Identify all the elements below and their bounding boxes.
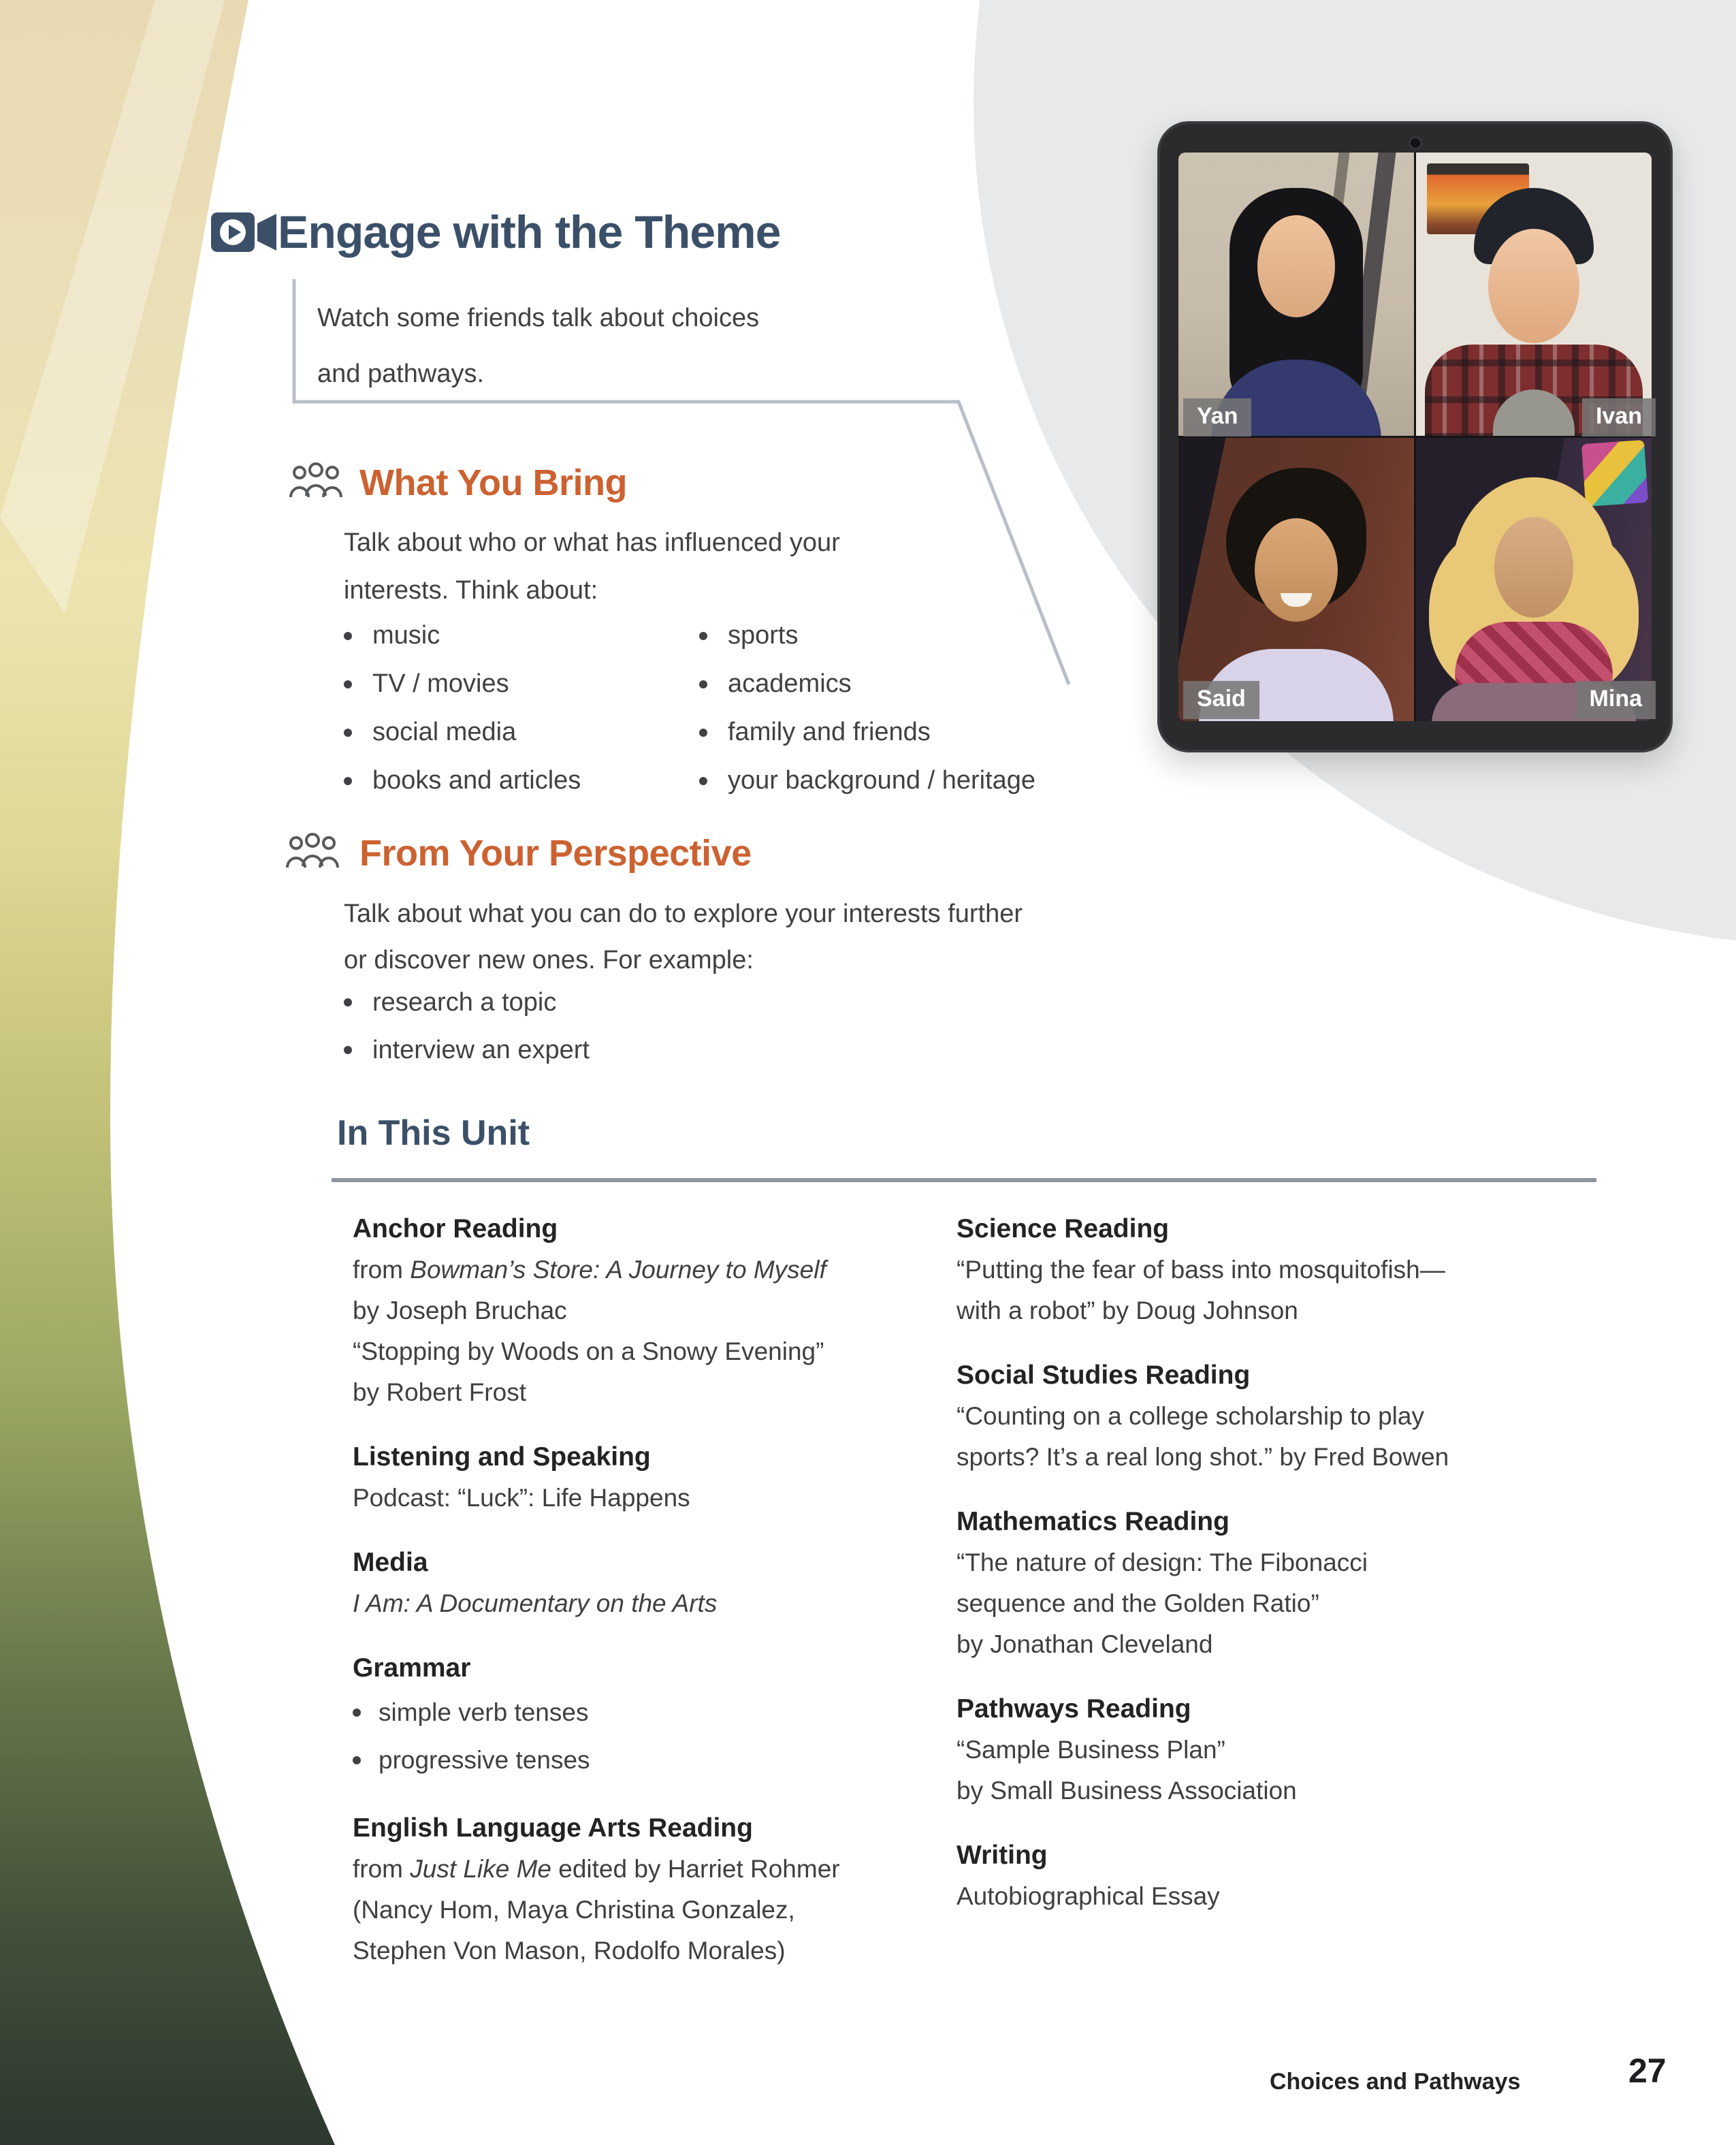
- section-heading-from-your-perspective: From Your Perspective: [359, 833, 752, 874]
- unit-column-left: [353, 1209, 952, 1971]
- unit-line: “Putting the fear of bass into mosquitofish—: [957, 1256, 1445, 1284]
- avatar: [1494, 517, 1573, 618]
- bullet-list-right: [699, 611, 1035, 805]
- engage-description-line2: and pathways.: [317, 360, 485, 388]
- unit-bullet-item: progressive tenses: [353, 1736, 952, 1784]
- from-your-perspective-intro: [344, 891, 1023, 983]
- page-number: 27: [1628, 2052, 1667, 2090]
- unit-section: [353, 1808, 952, 1971]
- video-call-screen: [1178, 153, 1652, 721]
- bullet-item: social media: [344, 708, 581, 757]
- bullet-list-left: [344, 611, 581, 805]
- bullet-item: TV / movies: [344, 660, 581, 708]
- unit-line: sports? It’s a real long shot.” by Fred Bowen: [957, 1443, 1449, 1471]
- tablet-frame: [1157, 121, 1673, 752]
- unit-line: with a robot” by Doug Johnson: [957, 1297, 1298, 1324]
- tablet-camera-icon: [1409, 136, 1422, 150]
- video-tile-said: [1178, 438, 1414, 721]
- unit-line: from Just Like Me edited by Harriet Rohmer: [353, 1855, 840, 1883]
- unit-line: “Counting on a college scholarship to play: [957, 1402, 1424, 1430]
- video-tile-mina: [1416, 438, 1652, 721]
- unit-line: I Am: A Documentary on the Arts: [353, 1589, 718, 1617]
- avatar: [1257, 215, 1335, 317]
- unit-line: “Stopping by Woods on a Snowy Evening”: [353, 1337, 824, 1365]
- people-icon: [286, 832, 339, 877]
- unit-section: [957, 1689, 1610, 1811]
- unit-section-heading: Anchor Reading: [353, 1214, 558, 1243]
- unit-section-heading: Listening and Speaking: [353, 1442, 651, 1472]
- intro-line1: Talk about who or what has influenced your: [344, 528, 840, 557]
- bullet-item: books and articles: [344, 757, 581, 805]
- video-tile-ivan: [1416, 153, 1652, 436]
- unit-line: by Jonathan Cleveland: [957, 1630, 1213, 1658]
- intro-line2: interests. Think about:: [344, 576, 598, 605]
- what-you-bring-intro: [344, 519, 840, 614]
- video-camera-icon: [211, 208, 276, 256]
- bullet-item: family and friends: [699, 708, 1035, 757]
- section-heading-what-you-bring: What You Bring: [359, 462, 627, 503]
- unit-section-heading: Media: [353, 1548, 428, 1577]
- unit-line: sequence and the Golden Ratio”: [957, 1589, 1319, 1617]
- section-heading-in-this-unit: In This Unit: [337, 1113, 530, 1153]
- unit-line: by Joseph Bruchac: [353, 1297, 567, 1324]
- unit-section: [353, 1209, 952, 1413]
- unit-section: [957, 1835, 1610, 1917]
- intro-line2: or discover new ones. For example:: [344, 946, 754, 974]
- name-chip: Yan: [1183, 398, 1251, 436]
- perspective-bullet-list: [344, 979, 590, 1074]
- avatar: [1488, 229, 1579, 343]
- unit-section-heading: Science Reading: [957, 1214, 1170, 1243]
- unit-section-heading: Pathways Reading: [957, 1694, 1191, 1723]
- unit-section-heading: Social Studies Reading: [957, 1361, 1251, 1390]
- unit-section-heading: English Language Arts Reading: [353, 1813, 753, 1843]
- unit-section: [353, 1542, 952, 1624]
- unit-column-right: [957, 1209, 1610, 1917]
- background-poster: [1581, 440, 1648, 507]
- video-tile-yan: [1178, 153, 1414, 436]
- name-chip: Mina: [1576, 681, 1656, 719]
- footer-unit-title: Choices and Pathways: [1270, 2069, 1521, 2095]
- divider-rule: [332, 1178, 1596, 1182]
- unit-bullet-item: simple verb tenses: [353, 1689, 952, 1736]
- unit-line: Autobiographical Essay: [957, 1882, 1220, 1910]
- unit-line: Stephen Von Mason, Rodolfo Morales): [353, 1937, 786, 1965]
- bullet-item: research a topic: [344, 979, 590, 1026]
- unit-section: [957, 1355, 1610, 1478]
- unit-line: (Nancy Hom, Maya Christina Gonzalez,: [353, 1896, 795, 1924]
- engage-description-line1: Watch some friends talk about choices: [317, 304, 760, 332]
- unit-line: “Sample Business Plan”: [957, 1736, 1225, 1764]
- unit-line: from Bowman’s Store: A Journey to Myself: [353, 1256, 826, 1284]
- unit-section: [353, 1648, 952, 1784]
- bullet-item: academics: [699, 660, 1035, 708]
- unit-line: by Robert Frost: [353, 1378, 526, 1406]
- unit-section-heading: Mathematics Reading: [957, 1507, 1229, 1536]
- bullet-item: music: [344, 611, 581, 660]
- unit-section: [957, 1502, 1610, 1665]
- unit-section-heading: Writing: [957, 1841, 1048, 1870]
- unit-section: [353, 1437, 952, 1519]
- unit-line: “The nature of design: The Fibonacci: [957, 1548, 1368, 1576]
- bullet-item: sports: [699, 611, 1035, 660]
- name-chip: Ivan: [1582, 398, 1656, 436]
- unit-section: [957, 1209, 1610, 1331]
- bullet-item: your background / heritage: [699, 757, 1035, 805]
- unit-section-heading: Grammar: [353, 1653, 471, 1683]
- page-title: Engage with the Theme: [278, 206, 781, 258]
- scarf: [1455, 622, 1613, 690]
- people-icon: [289, 462, 342, 507]
- unit-line: Podcast: “Luck”: Life Happens: [353, 1484, 690, 1512]
- engage-description: [317, 290, 759, 402]
- intro-line1: Talk about what you can do to explore your interests further: [344, 900, 1023, 928]
- name-chip: Said: [1183, 681, 1259, 719]
- bullet-item: interview an expert: [344, 1026, 590, 1074]
- unit-line: by Small Business Association: [957, 1777, 1297, 1805]
